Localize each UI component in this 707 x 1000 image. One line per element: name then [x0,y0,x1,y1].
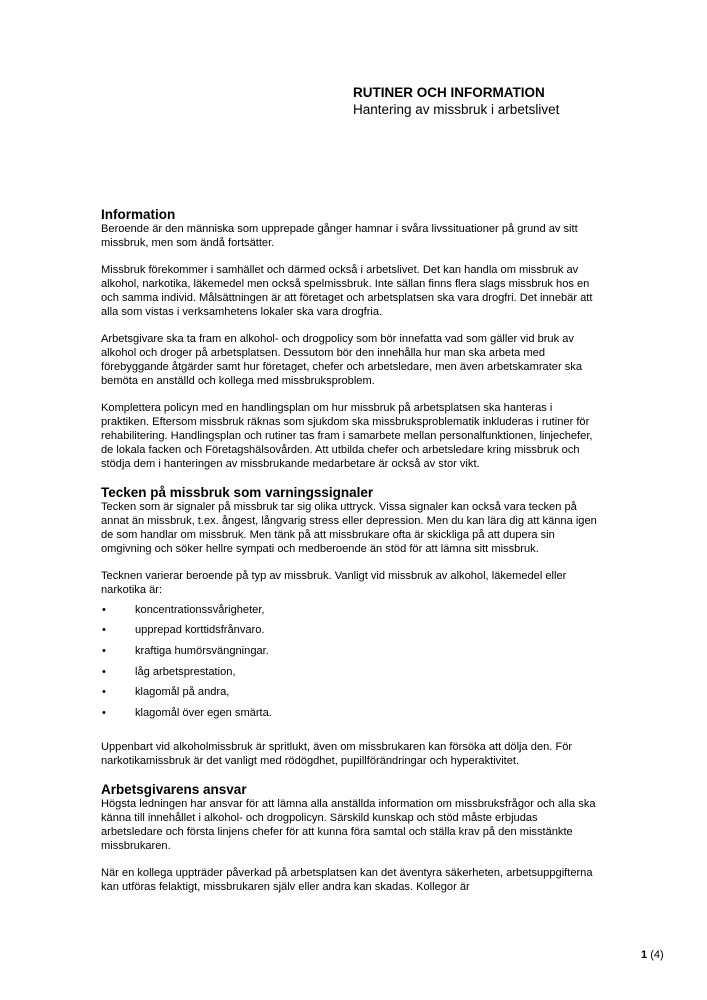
bullet-icon: • [102,645,106,658]
document-title: RUTINER OCH INFORMATION [353,85,545,100]
paragraph: Uppenbart vid alkoholmissbruk är spritlukt, även om missbrukaren kan försöka att dölja den. För narkotikamissbruk är det vanligt med rödögdhet, pupillförändringar och hyperaktivitet. [101,740,573,767]
paragraph: Komplettera policyn med en handlingsplan om hur missbruk på arbetsplatsen ska hanteras i praktiken. Eftersom missbruk räknas som sjukdom ska missbruksproblematik inkluderas i rutiner för rehabilitering. Handlingsplan och rutiner tas fram i samarbete mellan personalfunktionen, linjechefer, de lokala facken och Företagshälsovården. Att utbilda chefer och arbetsledare kring missbruk och stödja dem i hanteringen av missbrukande medarbetare är också av stor vikt. [101,402,593,470]
list-item-text: klagomål över egen smärta. [135,707,272,720]
list-item [101,707,601,728]
list-item [101,666,601,687]
page-current: 1 [641,949,648,961]
document-header [353,84,559,118]
list-item-text: kraftiga humörsvängningar. [135,645,269,658]
list-item-text: upprepad korttidsfrånvaro. [135,624,265,637]
list-item [101,645,601,666]
paragraph: Högsta ledningen har ansvar för att lämna alla anställda information om missbruksfrågor och alla ska känna till innehållet i alkohol- och drogpolicyn. Särskild kunskap och stöd måste erbjudas arbetsledare och första linjens chefer för att kunna föra samtal och ställa krav på den misstänkte missbrukaren. [101,798,596,852]
section-heading: Arbetsgivarens ansvar [101,782,247,798]
list-item-text: koncentrationssvårigheter, [135,603,265,616]
paragraph: Beroende är den människa som upprepade gånger hamnar i svåra livssituationer på grund av sitt missbruk, men som ändå fortsätter. [101,223,578,249]
list-item-text: klagomål på andra, [135,686,230,699]
section-warning-signs [101,485,601,768]
paragraph: När en kollega uppträder påverkad på arbetsplatsen kan det äventyra säkerheten, arbetsuppgifterna kan utföras felaktigt, missbrukaren själv eller andra kan skadas. Kollegor är [101,867,593,894]
list-item-text: låg arbetsprestation, [135,665,236,678]
document-subtitle: Hantering av missbruk i arbetslivet [353,102,560,117]
document-body [101,207,601,909]
bullet-icon: • [102,603,106,616]
list-item [101,604,601,625]
paragraph: Arbetsgivare ska ta fram en alkohol- och drogpolicy som bör innefatta vad som gäller vid bruk av alkohol och droger på arbetsplatsen. Dessutom bör den innehålla hur man ska arbeta med förebyggande åtgärder samt hur företaget, chefer och arbetsledare, men även arbetskamrater ska bemöta en anställd och kollega med missbruksproblem. [101,333,582,387]
paragraph: Missbruk förekommer i samhället och därmed också i arbetslivet. Det kan handla om missbruk av alkohol, narkotika, läkemedel men också spelmissbruk. Inte sällan finns flera slags missbruk hos en och samma individ. Målsättningen är att företaget och arbetsplatsen ska vara drogfri. Det innebär att alla som vistas i verksamhetens lokaler ska vara drogfria. [101,264,593,318]
list-item [101,686,601,707]
section-heading: Information [101,207,176,222]
bullet-icon: • [102,707,106,720]
section-information [101,207,601,471]
page-number [641,949,664,961]
paragraph: Tecken som är signaler på missbruk tar sig olika uttryck. Vissa signaler kan också vara tecken på annat än missbruk, t.ex. ångest, långvarig stress eller depression. Men du kan lära dig att känna igen de som handlar om missbruk. Men tänk på att missbrukare ofta är skickliga på att dupera sin omgivning och söker hellre sympati och medberoende än stöd för att lämna sitt missbruk. [101,501,597,555]
signs-list [101,604,601,728]
section-employer-responsibility [101,782,601,895]
paragraph: Tecknen varierar beroende på typ av missbruk. Vanligt vid missbruk av alkohol, läkemedel eller narkotika är: [101,570,567,596]
section-heading: Tecken på missbruk som varningssignaler [101,485,374,501]
bullet-icon: • [102,686,106,699]
bullet-icon: • [102,624,106,637]
bullet-icon: • [102,665,106,678]
list-item [101,624,601,645]
page-total: (4) [650,949,664,961]
